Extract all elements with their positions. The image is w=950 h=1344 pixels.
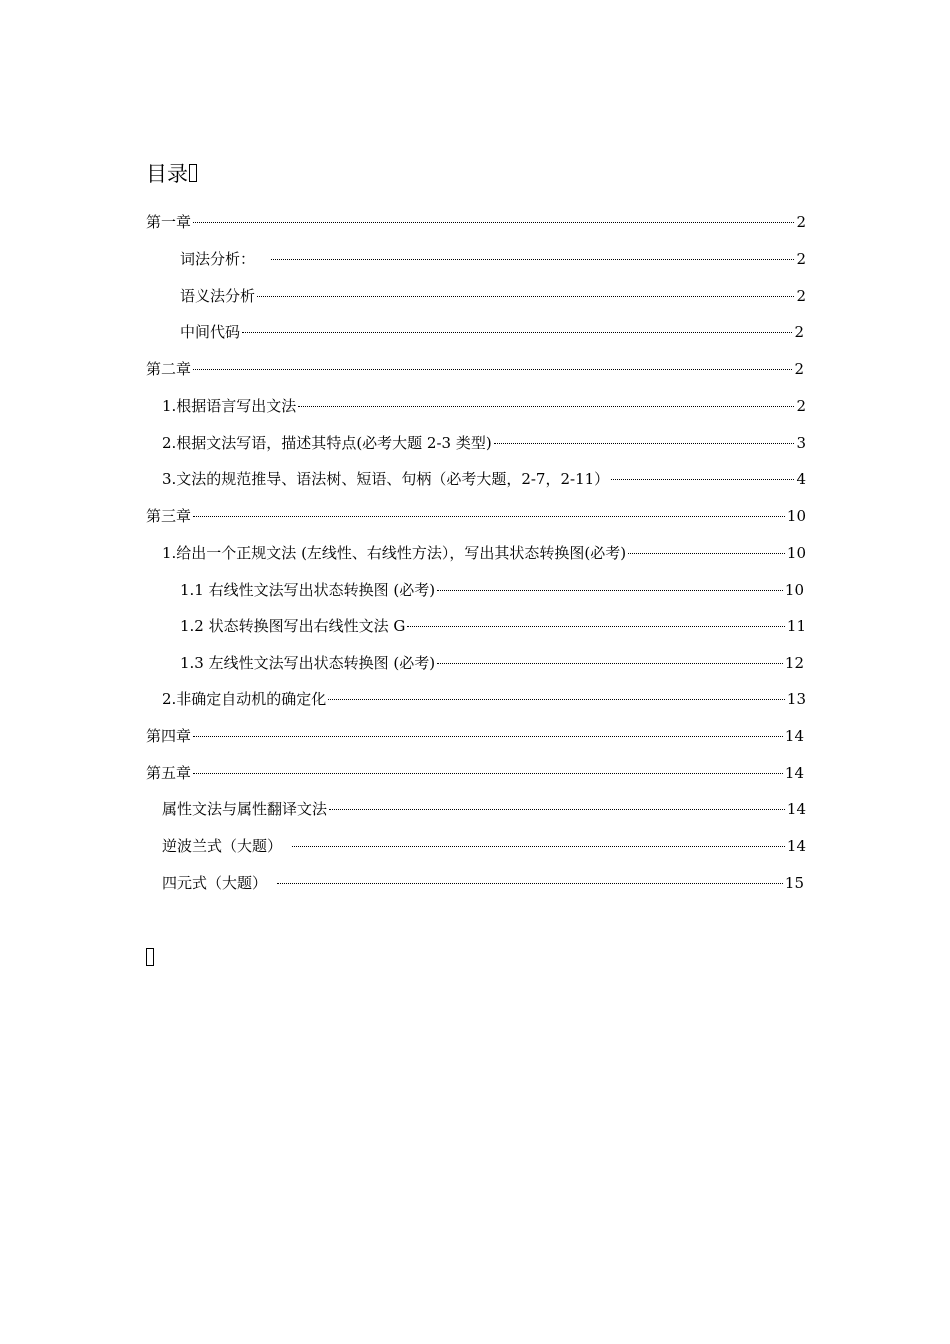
toc-entry[interactable]	[180, 317, 804, 341]
toc-entry-page: 10	[784, 581, 804, 599]
dot-leader	[193, 758, 783, 778]
toc-entry[interactable]	[162, 464, 806, 488]
toc-entry[interactable]	[162, 794, 806, 818]
toc-entry-page: 2	[796, 213, 806, 231]
toc-entry-page: 3	[796, 434, 806, 452]
toc-entry-page: 14	[786, 800, 806, 818]
dot-leader	[292, 831, 785, 851]
dot-leader	[193, 354, 792, 374]
toc-entry-label: 第三章	[146, 507, 192, 525]
toc-entry-page: 10	[786, 507, 806, 525]
toc-entry-label: 中间代码	[180, 323, 241, 341]
dot-leader	[611, 464, 794, 484]
dot-leader	[329, 794, 785, 814]
dot-leader	[277, 868, 783, 888]
toc-entry-page: 14	[784, 764, 804, 782]
toc-entry-label: 四元式（大题）	[162, 874, 268, 892]
toc-entry-label: 1.2 状态转换图写出右线性文法 G	[180, 617, 406, 635]
toc-entry-label: 第四章	[146, 727, 192, 745]
toc-entry-label: 1.根据语言写出文法	[162, 397, 297, 415]
placeholder-glyph-icon	[146, 948, 154, 966]
toc-entry[interactable]	[162, 391, 806, 415]
toc-entry-label: 语义法分析	[180, 287, 256, 305]
dot-leader	[298, 391, 794, 411]
toc-entry-page: 2	[796, 250, 806, 268]
toc-entry-page: 11	[786, 617, 806, 635]
dot-leader	[193, 207, 794, 227]
placeholder-glyph-icon	[189, 164, 197, 182]
toc-entry-page: 14	[784, 727, 804, 745]
toc-entry-label: 1.1 右线性文法写出状态转换图 (必考)	[180, 581, 436, 599]
dot-leader	[437, 575, 783, 595]
toc-entry[interactable]	[146, 721, 804, 745]
toc-entry[interactable]	[162, 831, 806, 855]
toc-entry-page: 15	[784, 874, 804, 892]
toc-entry[interactable]	[162, 684, 806, 708]
toc-entry-label: 1.给出一个正规文法 (左线性、右线性方法），写出其状态转换图(必考)	[162, 544, 627, 562]
toc-entry-page: 2	[796, 397, 806, 415]
toc-entry[interactable]	[146, 501, 806, 525]
toc-entry-page: 12	[784, 654, 804, 672]
toc-entry-label: 第二章	[146, 360, 192, 378]
toc-entry[interactable]	[180, 611, 806, 635]
toc-entry-label: 3.文法的规范推导、语法树、短语、句柄（必考大题，2-7，2-11）	[162, 470, 610, 488]
toc-entry[interactable]	[146, 207, 806, 231]
dot-leader	[193, 501, 785, 521]
toc-entry[interactable]	[180, 648, 804, 672]
dot-leader	[271, 244, 794, 264]
toc-heading	[146, 160, 197, 188]
toc-entry-label: 属性文法与属性翻译文法	[162, 800, 328, 818]
toc-entry[interactable]	[180, 244, 806, 268]
dot-leader	[407, 611, 785, 631]
dot-leader	[628, 538, 785, 558]
toc-entry-page: 13	[786, 690, 806, 708]
toc-entry-label: 第五章	[146, 764, 192, 782]
toc-entry-label: 1.3 左线性文法写出状态转换图 (必考)	[180, 654, 436, 672]
toc-entry[interactable]	[162, 428, 806, 452]
dot-leader	[242, 317, 792, 337]
toc-entry-page: 10	[786, 544, 806, 562]
toc-entry[interactable]	[180, 575, 804, 599]
dot-leader	[494, 428, 795, 448]
dot-leader	[257, 281, 794, 301]
toc-entry-page: 2	[794, 360, 804, 378]
toc-entry-page: 14	[786, 837, 806, 855]
toc-entry[interactable]	[146, 758, 804, 782]
dot-leader	[328, 684, 785, 704]
toc-entry-page: 2	[796, 287, 806, 305]
dot-leader	[437, 648, 783, 668]
toc-entry-label: 2.非确定自动机的确定化	[162, 690, 327, 708]
toc-entry-page: 2	[794, 323, 804, 341]
toc-entry-label: 第一章	[146, 213, 192, 231]
toc-entry[interactable]	[180, 281, 806, 305]
toc-entry-label: 逆波兰式（大题）	[162, 837, 283, 855]
toc-entry[interactable]	[162, 538, 806, 562]
toc-entry-page: 4	[796, 470, 806, 488]
toc-entry-label: 2.根据文法写语，描述其特点(必考大题 2-3 类型)	[162, 434, 492, 452]
toc-entry[interactable]	[146, 354, 804, 378]
dot-leader	[193, 721, 783, 741]
toc-entry-label: 词法分析：	[180, 250, 256, 268]
toc-entry[interactable]	[162, 868, 804, 892]
toc-title-text: 目录	[146, 162, 188, 186]
